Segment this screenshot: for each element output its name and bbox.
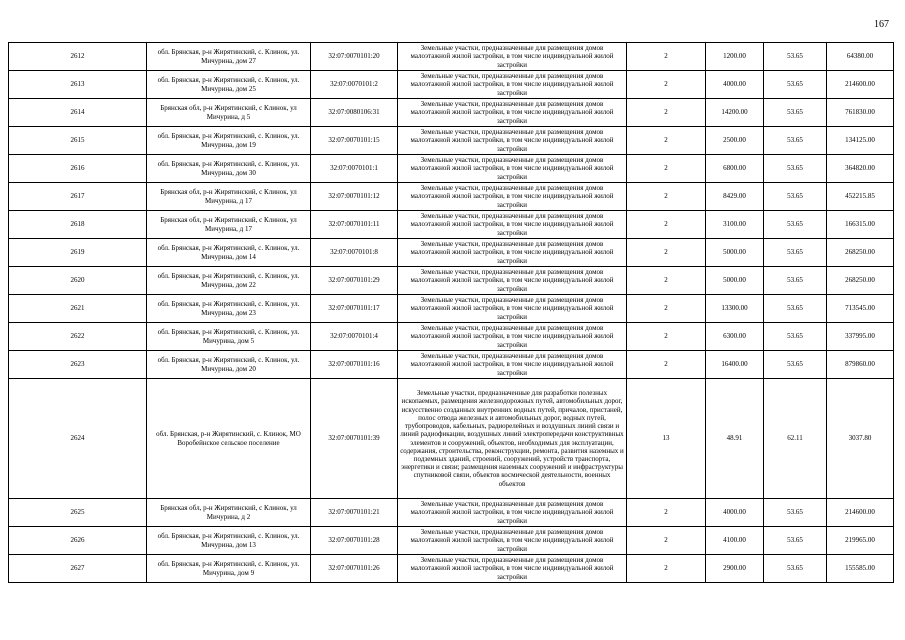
table-row xyxy=(9,211,894,239)
land-purpose-cell: Земельные участки, предназначенные для размещения домов малоэтажной жилой застройки, в том числе индивидуальной жилой застройки xyxy=(398,323,627,351)
group-cell: 2 xyxy=(627,155,706,183)
row-number: 2616 xyxy=(9,155,147,183)
row-number: 2612 xyxy=(9,43,147,71)
rate-cell: 62.11 xyxy=(764,379,827,499)
cadastral-number-cell: 32:07:0070101:26 xyxy=(311,555,398,583)
group-cell: 2 xyxy=(627,183,706,211)
table-row xyxy=(9,555,894,583)
cadastral-value-cell: 337995.00 xyxy=(827,323,894,351)
table-row xyxy=(9,239,894,267)
row-number: 2623 xyxy=(9,351,147,379)
table-row xyxy=(9,183,894,211)
area-cell: 5000.00 xyxy=(706,267,764,295)
rate-cell: 53.65 xyxy=(764,295,827,323)
group-cell: 2 xyxy=(627,555,706,583)
cadastral-number-cell: 32:07:0070101:15 xyxy=(311,127,398,155)
row-number: 2613 xyxy=(9,71,147,99)
land-purpose-cell: Земельные участки, предназначенные для разработки полезных ископаемых, размещения железнодорожных путей, автомобильных дорог, искусственно созданных внутренних водных путей, причалов, пристаней, полос отвода железных и автомобильных дорог, водных путей, трубопроводов, кабельных, радиорелейных и воздушных линий связи и линий радиофикации, воздушных линий электропередачи конструктивных элементов и сооружений, объектов, необходимых для эксплуатации, содержания, строительства, реконструкции, ремонта, развития наземных и подземных зданий, строений, сооружений, устройств транспорта, энергетики и связи; размещения наземных сооружений и инфраструктуры спутниковой связи, объектов космической деятельности, военных объектов xyxy=(398,379,627,499)
area-cell: 5000.00 xyxy=(706,239,764,267)
group-cell: 2 xyxy=(627,211,706,239)
row-number: 2622 xyxy=(9,323,147,351)
area-cell: 48.91 xyxy=(706,379,764,499)
rate-cell: 53.65 xyxy=(764,267,827,295)
cadastral-number-cell: 32:07:0070101:2 xyxy=(311,71,398,99)
cadastral-value-cell: 155585.00 xyxy=(827,555,894,583)
group-cell: 2 xyxy=(627,127,706,155)
group-cell: 2 xyxy=(627,267,706,295)
rate-cell: 53.65 xyxy=(764,499,827,527)
group-cell: 13 xyxy=(627,379,706,499)
area-cell: 16400.00 xyxy=(706,351,764,379)
rate-cell: 53.65 xyxy=(764,211,827,239)
cadastral-value-cell: 268250.00 xyxy=(827,239,894,267)
address-cell: Брянская обл, р-н Жирятинский, с Клинок, ул Мичурина, д 17 xyxy=(147,183,311,211)
table-row xyxy=(9,155,894,183)
cadastral-value-cell: 879860.00 xyxy=(827,351,894,379)
land-purpose-cell: Земельные участки, предназначенные для размещения домов малоэтажной жилой застройки, в том числе индивидуальной жилой застройки xyxy=(398,71,627,99)
group-cell: 2 xyxy=(627,499,706,527)
cadastral-number-cell: 32:07:0070101:29 xyxy=(311,267,398,295)
rate-cell: 53.65 xyxy=(764,239,827,267)
rate-cell: 53.65 xyxy=(764,127,827,155)
address-cell: обл. Брянская, р-н Жирятинский, с. Клинок, ул. Мичурина, дом 13 xyxy=(147,527,311,555)
group-cell: 2 xyxy=(627,295,706,323)
cadastral-number-cell: 32:07:0070101:12 xyxy=(311,183,398,211)
rate-cell: 53.65 xyxy=(764,323,827,351)
rate-cell: 53.65 xyxy=(764,527,827,555)
land-purpose-cell: Земельные участки, предназначенные для размещения домов малоэтажной жилой застройки, в том числе индивидуальной жилой застройки xyxy=(398,295,627,323)
group-cell: 2 xyxy=(627,239,706,267)
address-cell: обл. Брянская, р-н Жирятинский, с. Клинок, МО Воробейнское сельское поселение xyxy=(147,379,311,499)
cadastral-value-cell: 214600.00 xyxy=(827,499,894,527)
cadastral-number-cell: 32:07:0070101:39 xyxy=(311,379,398,499)
table-row xyxy=(9,43,894,71)
address-cell: Брянская обл, р-н Жирятинский, с Клинок, ул Мичурина, д 2 xyxy=(147,499,311,527)
table-row xyxy=(9,99,894,127)
row-number: 2618 xyxy=(9,211,147,239)
group-cell: 2 xyxy=(627,527,706,555)
address-cell: обл. Брянская, р-н Жирятинский, с. Клинок, ул. Мичурина, дом 23 xyxy=(147,295,311,323)
cadastral-number-cell: 32:07:0080106:31 xyxy=(311,99,398,127)
table-row xyxy=(9,127,894,155)
address-cell: обл. Брянская, р-н Жирятинский, с. Клинок, ул. Мичурина, дом 9 xyxy=(147,555,311,583)
cadastral-value-cell: 761830.00 xyxy=(827,99,894,127)
address-cell: обл. Брянская, р-н Жирятинский, с. Клинок, ул. Мичурина, дом 19 xyxy=(147,127,311,155)
cadastral-value-cell: 219965.00 xyxy=(827,527,894,555)
row-number: 2627 xyxy=(9,555,147,583)
area-cell: 3100.00 xyxy=(706,211,764,239)
table-row xyxy=(9,267,894,295)
row-number: 2626 xyxy=(9,527,147,555)
cadastral-number-cell: 32:07:0070101:16 xyxy=(311,351,398,379)
land-purpose-cell: Земельные участки, предназначенные для размещения домов малоэтажной жилой застройки, в том числе индивидуальной жилой застройки xyxy=(398,43,627,71)
land-purpose-cell: Земельные участки, предназначенные для размещения домов малоэтажной жилой застройки, в том числе индивидуальной жилой застройки xyxy=(398,155,627,183)
address-cell: обл. Брянская, р-н Жирятинский, с. Клинок, ул. Мичурина, дом 30 xyxy=(147,155,311,183)
area-cell: 8429.00 xyxy=(706,183,764,211)
table-row xyxy=(9,351,894,379)
land-purpose-cell: Земельные участки, предназначенные для размещения домов малоэтажной жилой застройки, в том числе индивидуальной жилой застройки xyxy=(398,267,627,295)
rate-cell: 53.65 xyxy=(764,351,827,379)
cadastral-value-cell: 713545.00 xyxy=(827,295,894,323)
cadastral-value-cell: 64380.00 xyxy=(827,43,894,71)
area-cell: 2500.00 xyxy=(706,127,764,155)
group-cell: 2 xyxy=(627,43,706,71)
land-purpose-cell: Земельные участки, предназначенные для размещения домов малоэтажной жилой застройки, в том числе индивидуальной жилой застройки xyxy=(398,239,627,267)
rate-cell: 53.65 xyxy=(764,71,827,99)
address-cell: Брянская обл, р-н Жирятинский, с Клинок, ул Мичурина, д 5 xyxy=(147,99,311,127)
rate-cell: 53.65 xyxy=(764,43,827,71)
address-cell: обл. Брянская, р-н Жирятинский, с. Клинок, ул. Мичурина, дом 20 xyxy=(147,351,311,379)
row-number: 2617 xyxy=(9,183,147,211)
area-cell: 4100.00 xyxy=(706,527,764,555)
land-purpose-cell: Земельные участки, предназначенные для размещения домов малоэтажной жилой застройки, в том числе индивидуальной жилой застройки xyxy=(398,499,627,527)
cadastral-number-cell: 32:07:0070101:17 xyxy=(311,295,398,323)
cadastral-value-cell: 214600.00 xyxy=(827,71,894,99)
area-cell: 1200.00 xyxy=(706,43,764,71)
row-number: 2619 xyxy=(9,239,147,267)
address-cell: обл. Брянская, р-н Жирятинский, с. Клинок, ул. Мичурина, дом 14 xyxy=(147,239,311,267)
table-row xyxy=(9,295,894,323)
land-purpose-cell: Земельные участки, предназначенные для размещения домов малоэтажной жилой застройки, в том числе индивидуальной жилой застройки xyxy=(398,99,627,127)
cadastral-number-cell: 32:07:0070101:28 xyxy=(311,527,398,555)
address-cell: Брянская обл, р-н Жирятинский, с Клинок, ул Мичурина, д 17 xyxy=(147,211,311,239)
rate-cell: 53.65 xyxy=(764,555,827,583)
row-number: 2615 xyxy=(9,127,147,155)
area-cell: 4000.00 xyxy=(706,71,764,99)
cadastral-value-cell: 3037.80 xyxy=(827,379,894,499)
group-cell: 2 xyxy=(627,71,706,99)
cadastral-value-cell: 452215.85 xyxy=(827,183,894,211)
table-row xyxy=(9,379,894,499)
area-cell: 13300.00 xyxy=(706,295,764,323)
row-number: 2620 xyxy=(9,267,147,295)
group-cell: 2 xyxy=(627,323,706,351)
area-cell: 6800.00 xyxy=(706,155,764,183)
cadastral-number-cell: 32:07:0070101:20 xyxy=(311,43,398,71)
table-body xyxy=(9,43,894,583)
table-row xyxy=(9,323,894,351)
address-cell: обл. Брянская, р-н Жирятинский, с. Клинок, ул. Мичурина, дом 5 xyxy=(147,323,311,351)
area-cell: 6300.00 xyxy=(706,323,764,351)
address-cell: обл. Брянская, р-н Жирятинский, с. Клинок, ул. Мичурина, дом 27 xyxy=(147,43,311,71)
land-purpose-cell: Земельные участки, предназначенные для размещения домов малоэтажной жилой застройки, в том числе индивидуальной жилой застройки xyxy=(398,351,627,379)
address-cell: обл. Брянская, р-н Жирятинский, с. Клинок, ул. Мичурина, дом 22 xyxy=(147,267,311,295)
row-number: 2625 xyxy=(9,499,147,527)
land-purpose-cell: Земельные участки, предназначенные для размещения домов малоэтажной жилой застройки, в том числе индивидуальной жилой застройки xyxy=(398,183,627,211)
cadastral-value-cell: 166315.00 xyxy=(827,211,894,239)
land-registry-table xyxy=(8,42,894,583)
land-purpose-cell: Земельные участки, предназначенные для размещения домов малоэтажной жилой застройки, в том числе индивидуальной жилой застройки xyxy=(398,527,627,555)
area-cell: 14200.00 xyxy=(706,99,764,127)
table-row xyxy=(9,71,894,99)
row-number: 2621 xyxy=(9,295,147,323)
table-row xyxy=(9,499,894,527)
rate-cell: 53.65 xyxy=(764,155,827,183)
group-cell: 2 xyxy=(627,351,706,379)
cadastral-number-cell: 32:07:0070101:4 xyxy=(311,323,398,351)
row-number: 2624 xyxy=(9,379,147,499)
rate-cell: 53.65 xyxy=(764,99,827,127)
cadastral-value-cell: 364820.00 xyxy=(827,155,894,183)
cadastral-value-cell: 268250.00 xyxy=(827,267,894,295)
land-purpose-cell: Земельные участки, предназначенные для размещения домов малоэтажной жилой застройки, в том числе индивидуальной жилой застройки xyxy=(398,127,627,155)
group-cell: 2 xyxy=(627,99,706,127)
rate-cell: 53.65 xyxy=(764,183,827,211)
row-number: 2614 xyxy=(9,99,147,127)
cadastral-number-cell: 32:07:0070101:11 xyxy=(311,211,398,239)
cadastral-value-cell: 134125.00 xyxy=(827,127,894,155)
cadastral-number-cell: 32:07:0070101:1 xyxy=(311,155,398,183)
cadastral-number-cell: 32:07:0070101:8 xyxy=(311,239,398,267)
land-purpose-cell: Земельные участки, предназначенные для размещения домов малоэтажной жилой застройки, в том числе индивидуальной жилой застройки xyxy=(398,555,627,583)
area-cell: 2900.00 xyxy=(706,555,764,583)
land-purpose-cell: Земельные участки, предназначенные для размещения домов малоэтажной жилой застройки, в том числе индивидуальной жилой застройки xyxy=(398,211,627,239)
area-cell: 4000.00 xyxy=(706,499,764,527)
page-number: 167 xyxy=(874,19,889,30)
address-cell: обл. Брянская, р-н Жирятинский, с. Клинок, ул. Мичурина, дом 25 xyxy=(147,71,311,99)
cadastral-number-cell: 32:07:0070101:21 xyxy=(311,499,398,527)
table-row xyxy=(9,527,894,555)
